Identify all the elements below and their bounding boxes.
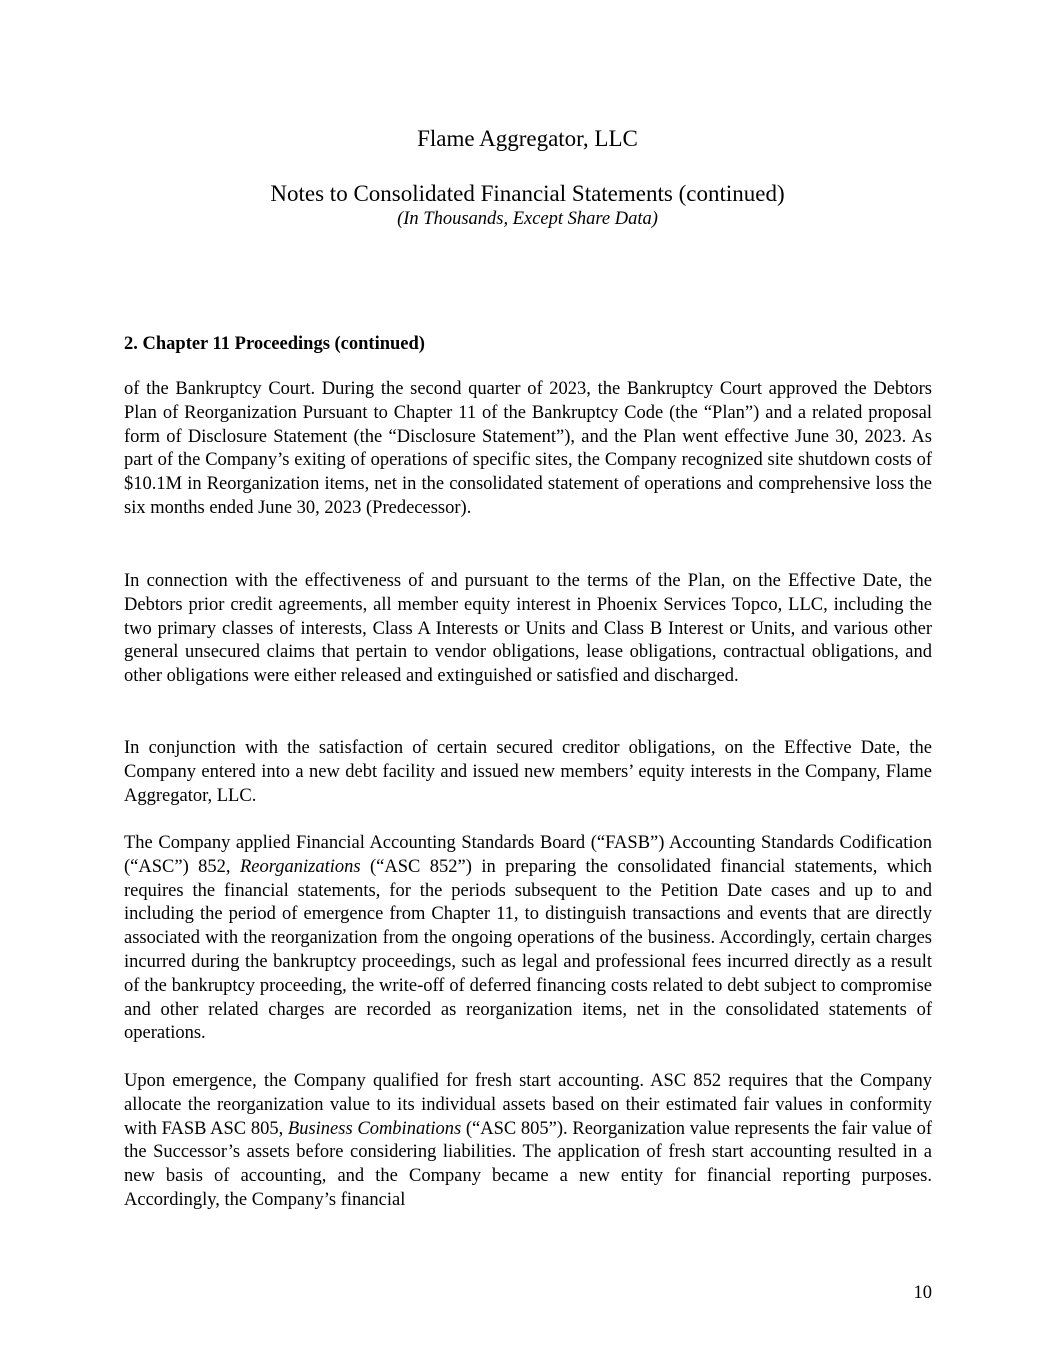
- paragraph-asc-852: [124, 832, 932, 1046]
- paragraph-fresh-start-italic: Business Combinations: [287, 1118, 462, 1139]
- paragraph-fresh-start-text-a: Upon emergence, the Company qualified for fresh start accounting. ASC 852 requires that the Company allocate the reorganization value to its individual assets based on their estimated fair values in conformity with FASB ASC 805,: [124, 1071, 932, 1139]
- page-number: 10: [913, 1283, 932, 1303]
- section-heading: 2. Chapter 11 Proceedings (continued): [124, 334, 425, 354]
- paragraph-asc-852-text-b: (“ASC 852”) in preparing the consolidated financial statements, which requires the financial statements, for the periods subsequent to the Petition Date cases and up to and including the period of emergence from Chapter 11, to distinguish transactions and events that are directly associated with the reorganization from the ongoing operations of the business. Accordingly, certain charges incurred during the bankruptcy proceedings, such as legal and professional fees incurred directly as a result of the bankruptcy proceeding, the write-off of deferred financing costs related to debt subject to compromise and other related charges are recorded as reorganization items, net in the consolidated statements of operations.: [124, 856, 932, 1044]
- paragraph-plan-approval: of the Bankruptcy Court. During the second quarter of 2023, the Bankruptcy Court approved the Debtors Plan of Reorganization Pursuant to Chapter 11 of the Bankruptcy Code (the “Plan”) and a related proposal form of Disclosure Statement (the “Disclosure Statement”), and the Plan went effective June 30, 2023. As part of the Company’s exiting of operations of specific sites, the Company recognized site shutdown costs of $10.1M in Reorganization items, net in the consolidated statement of operations and comprehensive loss the six months ended June 30, 2023 (Predecessor).: [124, 379, 932, 518]
- page-title: Notes to Consolidated Financial Statements (continued): [270, 181, 785, 206]
- company-name: Flame Aggregator, LLC: [417, 126, 638, 151]
- paragraph-debt-facility: In conjunction with the satisfaction of certain secured creditor obligations, on the Effective Date, the Company entered into a new debt facility and issued new members’ equity interests in the Company, Flame Aggregator, LLC.: [124, 738, 932, 806]
- paragraph-fresh-start-text-b: (“ASC 805”). Reorganization value represents the fair value of the Successor’s assets before considering liabilities. The application of fresh start accounting resulted in a new basis of accounting, and the Company became a new entity for financial reporting purposes. Accordingly, the Company’s financial: [124, 1118, 932, 1210]
- paragraph-asc-852-text-a: The Company applied Financial Accounting Standards Board (“FASB”) Accounting Standards Codification (“ASC”) 852,: [124, 833, 932, 877]
- paragraph-fresh-start: [124, 1070, 932, 1213]
- paragraph-effective-date: In connection with the effectiveness of and pursuant to the terms of the Plan, on the Effective Date, the Debtors prior credit agreements, all member equity interest in Phoenix Services Topco, LLC, including the two primary classes of interests, Class A Interests or Units and Class B Interest or Units, and various other general unsecured claims that pertain to vendor obligations, lease obligations, contractual obligations, and other obligations were either released and extinguished or satisfied and discharged.: [124, 571, 932, 687]
- paragraph-asc-852-italic: Reorganizations: [239, 856, 361, 877]
- units-note: (In Thousands, Except Share Data): [397, 209, 658, 229]
